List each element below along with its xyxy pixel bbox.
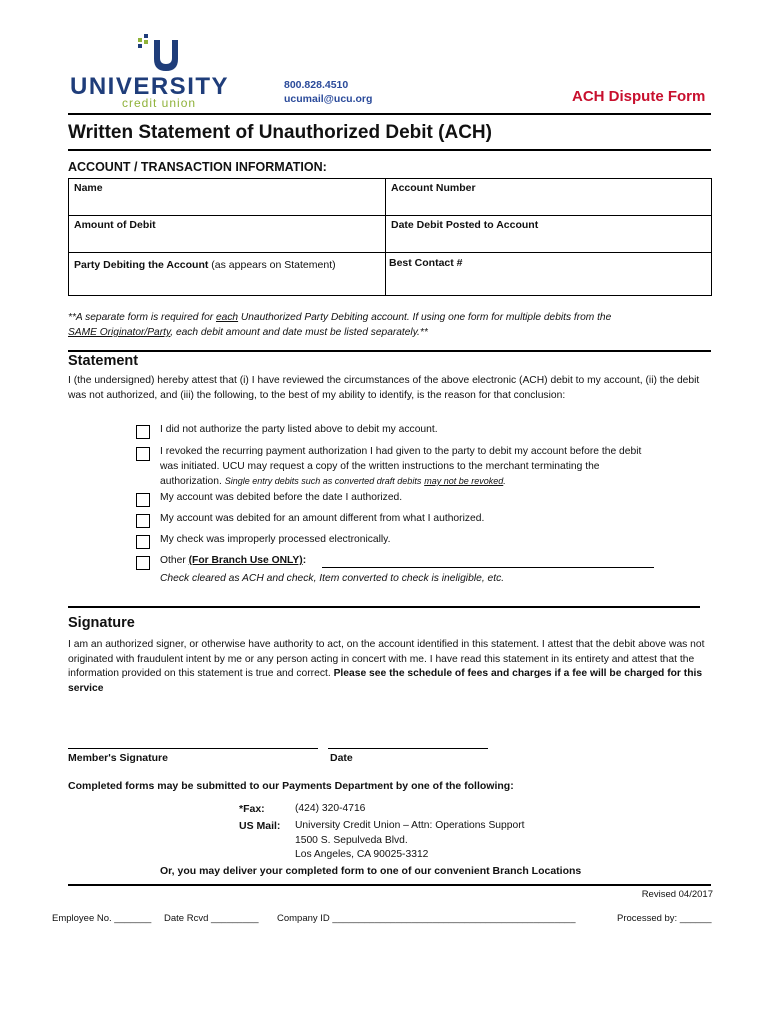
note-part-2: Unauthorized Party Debiting account. If using one form for multiple debits from the (238, 312, 612, 323)
page-title: Written Statement of Unauthorized Debit (ACH) (68, 122, 492, 143)
date-posted-label: Date Debit Posted to Account (391, 219, 539, 231)
date-label: Date (330, 752, 353, 764)
phone-number: 800.828.4510 (284, 79, 349, 91)
account-number-field[interactable] (385, 178, 712, 216)
form-title: ACH Dispute Form (572, 88, 706, 105)
processed-by-field[interactable]: Processed by: ______ (617, 913, 712, 924)
email-address[interactable]: ucumail@ucu.org (284, 93, 373, 105)
other-branch-use: (For Branch Use ONLY) (188, 555, 303, 566)
header-divider (68, 113, 711, 115)
note-part-3: , each debit amount and date must be listed separately.** (170, 327, 428, 338)
statement-heading: Statement (68, 353, 139, 369)
employee-no-field[interactable]: Employee No. _______ (52, 913, 152, 924)
reason-text-2-main: I revoked the recurring payment authorization I had given to the party to debit my account before the debit was initiated. UCU may request a copy of the written instructions to the merchant terminating the authorization. (160, 446, 642, 487)
note-underline-each: each (215, 312, 239, 323)
contact-info (284, 78, 372, 106)
name-field[interactable] (68, 178, 386, 216)
other-label: Other (160, 555, 189, 566)
date-posted-field[interactable] (385, 215, 712, 253)
signature-heading: Signature (68, 615, 135, 631)
branch-delivery-note: Or, you may deliver your completed form to one of our convenient Branch Locations (160, 865, 582, 877)
mail-line-3: Los Angeles, CA 90025-3312 (295, 849, 429, 860)
date-line[interactable] (328, 748, 488, 749)
fax-label: *Fax: (239, 803, 265, 815)
reason-checkbox-1[interactable] (136, 425, 150, 439)
reason-text-1: I did not authorize the party listed above to debit my account. (160, 424, 438, 435)
note-part-1: **A separate form is required for (68, 312, 216, 323)
submission-heading: Completed forms may be submitted to our Payments Department by one of the following: (68, 780, 514, 792)
reason-text-3: My account was debited before the date I authorized. (160, 492, 403, 503)
date-received-field[interactable]: Date Rcvd _________ (164, 913, 259, 924)
fees-notice: Please see the schedule of fees and charges if a fee will be charged for this service (68, 668, 703, 694)
fax-number: (424) 320-4716 (295, 803, 366, 814)
reason-checkbox-5[interactable] (136, 535, 150, 549)
other-colon: : (302, 555, 307, 566)
reason-text-2-note-underlined: may not be revoked (424, 476, 504, 486)
mail-label: US Mail: (239, 820, 281, 832)
party-field[interactable] (68, 252, 386, 296)
member-signature-line[interactable] (68, 748, 318, 749)
attestation-text: I am an authorized signer, or otherwise have authority to act, on the account identified in this statement. I attest that the debit above was not originated with fraudulent intent by me or any person acting in concert with me. I have read this statement in its entirety and attest that the information provided on this statement is true and correct. (68, 639, 705, 679)
account-number-label: Account Number (391, 182, 476, 194)
revised-date: Revised 04/2017 (641, 889, 713, 900)
reason-checkbox-other[interactable] (136, 556, 150, 570)
logo-wordmark: UNIVERSITY (70, 73, 230, 100)
name-label: Name (74, 182, 103, 194)
reason-checkbox-4[interactable] (136, 514, 150, 528)
signature-divider (68, 606, 700, 608)
party-label-note: (as appears on Statement) (208, 259, 336, 271)
ucu-logo-icon (136, 34, 182, 74)
reason-text-2-note: Single entry debits such as converted draft debits (224, 476, 422, 486)
amount-label: Amount of Debit (74, 219, 156, 231)
statement-intro: I (the undersigned) hereby attest that (i) I have reviewed the circumstances of the above electronic (ACH) debit to my account, (ii) the debit was not authorized, and (iii) the following, to the best of my ability to identify, is the reason for that conclusion: (68, 375, 700, 401)
best-contact-field[interactable] (385, 252, 712, 296)
reason-text-4: My account was debited for an amount different from what I authorized. (160, 513, 485, 524)
reason-checkbox-3[interactable] (136, 493, 150, 507)
note-underline-originator: SAME Originator/Party (68, 327, 171, 338)
account-section-heading: ACCOUNT / TRANSACTION INFORMATION: (68, 160, 327, 174)
reason-text-5: My check was improperly processed electronically. (160, 534, 391, 545)
statement-divider (68, 350, 711, 352)
mail-line-1: University Credit Union – Attn: Operations Support (295, 820, 525, 831)
company-id-field[interactable]: Company ID ______________________________________________ (277, 913, 576, 924)
other-input-line[interactable] (322, 567, 654, 568)
reason-text-2: I revoked the recurring payment authorization I had given to the party to debit my account before the debit was initiated. UCU may request a copy of the written instructions to the merchant terminating the authorization. Single entry debits such as converted draft debits may not be revoked. (160, 446, 642, 487)
title-divider (68, 149, 711, 151)
party-label-bold: Party Debiting the Account (74, 259, 209, 271)
footer-divider (68, 884, 711, 886)
separate-form-note (68, 310, 708, 340)
mail-address (295, 819, 525, 863)
reason-checkbox-2[interactable] (136, 447, 150, 461)
other-sub-text: Check cleared as ACH and check, Item converted to check is ineligible, etc. (160, 573, 505, 584)
party-label (74, 259, 336, 271)
signature-attestation (68, 638, 710, 696)
member-signature-label: Member's Signature (68, 752, 168, 764)
amount-field[interactable] (68, 215, 386, 253)
mail-line-2: 1500 S. Sepulveda Blvd. (295, 834, 408, 846)
best-contact-label: Best Contact # (389, 257, 463, 269)
logo-subtitle: credit union (122, 96, 197, 110)
